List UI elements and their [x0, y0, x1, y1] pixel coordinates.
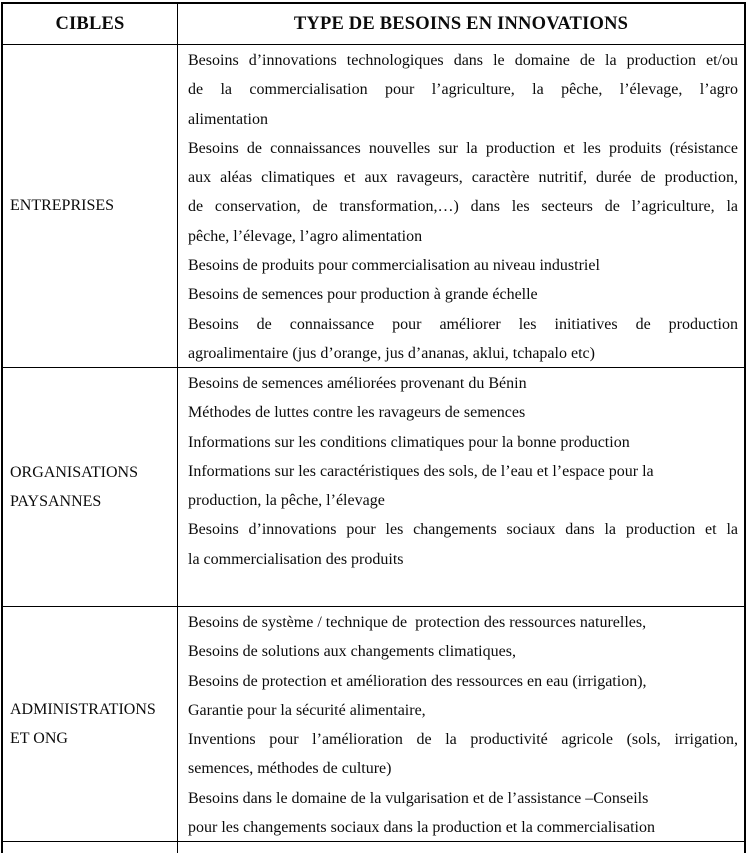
need-line: Besoins dans le domaine de la vulgarisation et de l’assistance –Conseils: [188, 789, 649, 807]
needs-cell-organisations: [178, 368, 744, 606]
target-cell-partial: [3, 842, 178, 853]
need-line: Informations sur les caractéristiques des sols, de l’eau et l’espace pour la: [188, 462, 654, 480]
needs-cell-entreprises: [178, 45, 744, 367]
header-label-cibles: CIBLES: [55, 13, 125, 34]
target-label-line: ORGANISATIONS: [10, 463, 139, 481]
need-line: production, la pêche, l’élevage: [188, 492, 385, 510]
header-cell-cibles: [3, 4, 178, 44]
need-line: Inventions pour l’amélioration de la productivité agricole (sols, irrigation,: [188, 731, 738, 749]
target-label-line: ET ONG: [10, 730, 68, 747]
table-row-partial: [3, 841, 744, 853]
table-row-administrations-ong: [3, 606, 744, 841]
table-row-entreprises: [3, 44, 744, 367]
need-line: agroalimentaire (jus d’orange, jus d’ananas, aklui, tchapalo etc): [188, 344, 595, 362]
need-line: aux aléas climatiques et aux ravageurs, caractère nutritif, durée de production,: [188, 169, 738, 187]
need-line: Besoins de semences améliorées provenant du Bénin: [188, 375, 527, 392]
need-line: la commercialisation des produits: [188, 550, 404, 568]
target-label-line: ADMINISTRATIONS: [10, 700, 156, 718]
need-line: pêche, l’élevage, l’agro alimentation: [188, 227, 423, 245]
header-cell-besoins: [178, 4, 744, 44]
need-line: pour les changements sociaux dans la production et la commercialisation: [188, 819, 655, 837]
target-label: [3, 191, 114, 221]
need-line: Méthodes de luttes contre les ravageurs de semences: [188, 404, 526, 422]
need-line: Informations sur les conditions climatiques pour la bonne production: [188, 433, 630, 451]
need-line: Besoins de connaissances nouvelles sur la production et les produits (résistance: [188, 139, 738, 157]
need-line: Garantie pour la sécurité alimentaire,: [188, 701, 426, 719]
table-header-row: [3, 4, 744, 44]
need-line: Besoins d’innovations pour les changements sociaux dans la production et la: [188, 521, 738, 539]
need-line: Besoins d’innovations technologiques dans le domaine de la production et/ou: [188, 52, 738, 69]
needs-cell-administrations: [178, 607, 744, 841]
target-label: [3, 695, 156, 754]
need-line: Besoins de solutions aux changements climatiques,: [188, 643, 516, 661]
table-row-organisations-paysannes: [3, 367, 744, 606]
need-line: Besoins de système / technique de protection des ressources naturelles,: [188, 614, 647, 631]
need-line: Besoins de protection et amélioration des ressources en eau (irrigation),: [188, 672, 647, 690]
needs-cell-partial: [178, 842, 744, 853]
need-line: semences, méthodes de culture): [188, 760, 392, 778]
target-cell-organisations: [3, 368, 178, 606]
need-line: de conservation, de transformation,…) dans les secteurs de l’agriculture, la: [188, 198, 738, 216]
need-line: alimentation: [188, 110, 268, 128]
header-label-besoins: TYPE DE BESOINS EN INNOVATIONS: [293, 13, 629, 34]
target-label-line: ENTREPRISES: [10, 197, 115, 215]
target-cell-administrations: [3, 607, 178, 841]
target-label: [3, 458, 138, 517]
target-label-line: PAYSANNES: [10, 493, 102, 510]
need-line: de la commercialisation pour l’agriculture, la pêche, l’élevage, l’agro: [188, 81, 738, 99]
need-line: Besoins de connaissance pour améliorer les initiatives de production: [188, 315, 738, 333]
need-line: Besoins de semences pour production à grande échelle: [188, 286, 538, 304]
innovation-needs-table: [1, 2, 746, 853]
target-cell-entreprises: [3, 45, 178, 367]
need-line: Besoins de produits pour commercialisation au niveau industriel: [188, 257, 600, 275]
